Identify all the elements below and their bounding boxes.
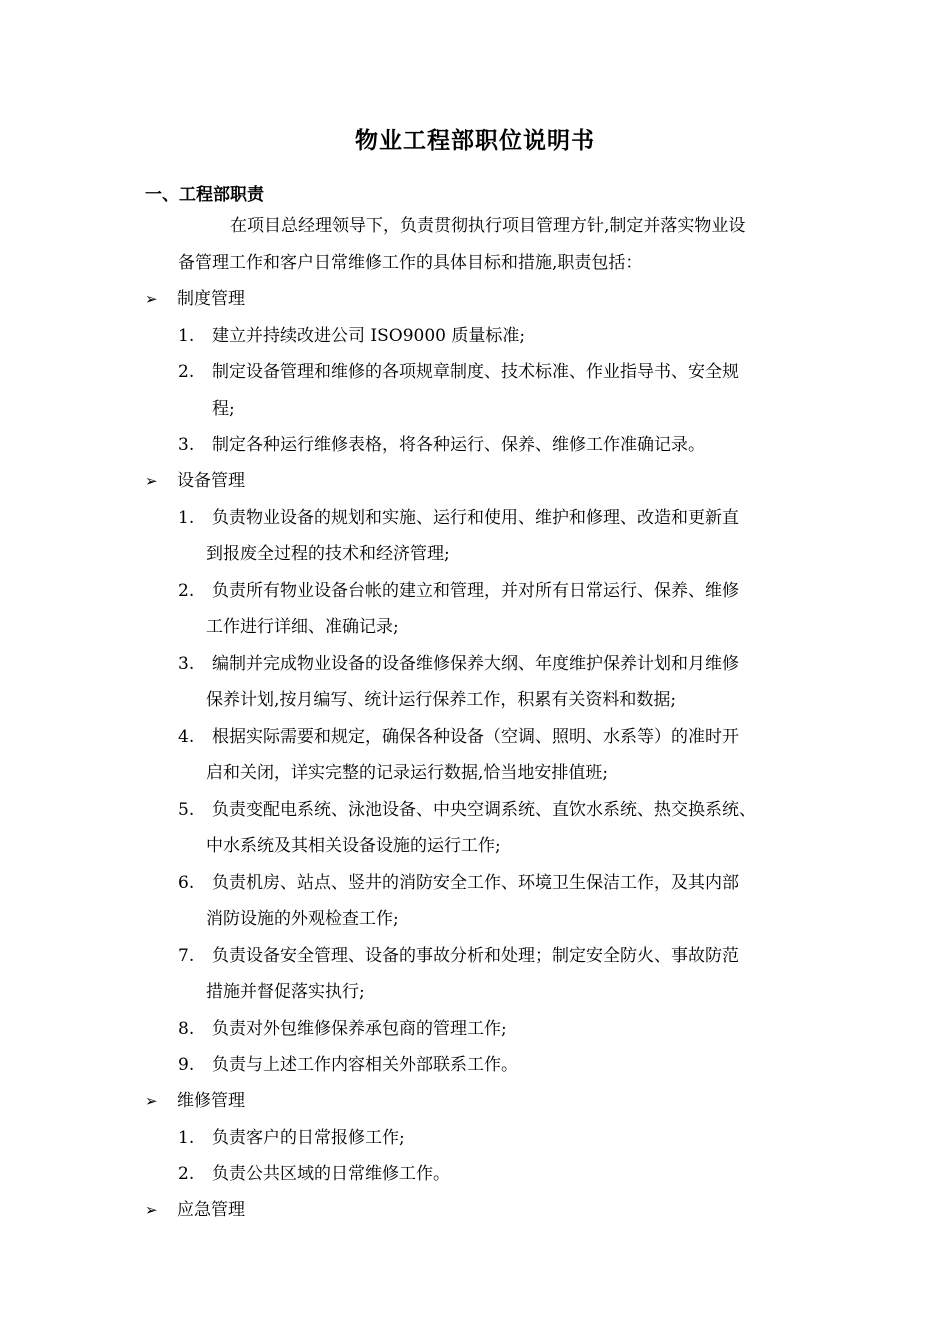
item-text: 根据实际需要和规定，确保各种设备（空调、照明、水系等）的准时开 — [212, 727, 739, 747]
item-text-continued: 程; — [212, 399, 235, 419]
item-number: 2. — [178, 362, 195, 382]
arrow-bullet-icon: ➢ — [145, 472, 158, 490]
item-number: 7. — [178, 946, 195, 966]
bullet-label: 设备管理 — [177, 471, 245, 491]
intro-line-2: 备管理工作和客户日常维修工作的具体目标和措施,职责包括： — [178, 253, 643, 273]
item-text: 负责与上述工作内容相关外部联系工作。 — [212, 1055, 518, 1075]
arrow-bullet-icon: ➢ — [145, 1201, 158, 1219]
item-number: 6. — [178, 873, 195, 893]
item-text: 制定各种运行维修表格，将各种运行、保养、维修工作准确记录。 — [212, 435, 705, 455]
arrow-bullet-icon: ➢ — [145, 290, 158, 308]
arrow-bullet-icon: ➢ — [145, 1092, 158, 1110]
item-number: 1. — [178, 508, 195, 528]
item-text: 负责对外包维修保养承包商的管理工作; — [212, 1019, 507, 1039]
list-item — [178, 800, 756, 820]
item-text-continued: 中水系统及其相关设备设施的运行工作; — [206, 836, 501, 856]
section-heading: 一、工程部职责 — [145, 185, 264, 205]
item-text: 负责机房、站点、竖井的消防安全工作、环境卫生保洁工作，及其内部 — [212, 873, 739, 893]
item-text: 负责公共区域的日常维修工作。 — [212, 1164, 450, 1184]
list-item — [178, 362, 739, 382]
item-number: 1. — [178, 1128, 195, 1148]
list-item — [178, 435, 705, 455]
bullet-yingji-guanli — [145, 1200, 245, 1220]
item-text: 负责客户的日常报修工作; — [212, 1128, 405, 1148]
list-item — [178, 581, 739, 601]
bullet-shebei-guanli — [145, 471, 245, 491]
list-item — [178, 727, 739, 747]
list-item — [178, 326, 525, 346]
item-number: 5. — [178, 800, 195, 820]
item-text-continued: 工作进行详细、准确记录; — [206, 617, 399, 637]
item-text: 建立并持续改进公司 ISO9000 质量标准; — [212, 326, 526, 346]
list-item — [178, 508, 739, 528]
bullet-weixiu-guanli — [145, 1091, 245, 1111]
item-number: 4. — [178, 727, 195, 747]
item-number: 1. — [178, 326, 195, 346]
item-number: 3. — [178, 654, 195, 674]
list-item — [178, 1055, 518, 1075]
item-number: 2. — [178, 581, 195, 601]
list-item — [178, 946, 739, 966]
list-item — [178, 1164, 450, 1184]
intro-line-1: 在项目总经理领导下，负责贯彻执行项目管理方针,制定并落实物业设 — [230, 216, 746, 236]
item-text: 负责变配电系统、泳池设备、中央空调系统、直饮水系统、热交换系统、 — [212, 800, 756, 820]
item-text: 制定设备管理和维修的各项规章制度、技术标准、作业指导书、安全规 — [212, 362, 739, 382]
bullet-label: 维修管理 — [177, 1091, 245, 1111]
list-item — [178, 1128, 405, 1148]
item-number: 9. — [178, 1055, 195, 1075]
item-text-continued: 消防设施的外观检查工作; — [206, 909, 399, 929]
list-item — [178, 1019, 507, 1039]
bullet-label: 应急管理 — [177, 1200, 245, 1220]
document-title: 物业工程部职位说明书 — [355, 128, 595, 154]
item-text: 负责物业设备的规划和实施、运行和使用、维护和修理、改造和更新直 — [212, 508, 739, 528]
bullet-label: 制度管理 — [177, 289, 245, 309]
list-item — [178, 873, 739, 893]
item-text: 编制并完成物业设备的设备维修保养大纲、年度维护保养计划和月维修 — [212, 654, 739, 674]
item-text: 负责所有物业设备台帐的建立和管理，并对所有日常运行、保养、维修 — [212, 581, 739, 601]
bullet-zhidu-guanli — [145, 289, 245, 309]
item-number: 3. — [178, 435, 195, 455]
item-number: 8. — [178, 1019, 195, 1039]
item-text: 负责设备安全管理、设备的事故分析和处理；制定安全防火、事故防范 — [212, 946, 739, 966]
item-text-continued: 保养计划,按月编写、统计运行保养工作，积累有关资料和数据; — [206, 690, 677, 710]
item-text-continued: 启和关闭，详实完整的记录运行数据,恰当地安排值班; — [206, 763, 609, 783]
item-text-continued: 到报废全过程的技术和经济管理; — [206, 544, 450, 564]
item-text-continued: 措施并督促落实执行; — [206, 982, 365, 1002]
list-item — [178, 654, 739, 674]
item-number: 2. — [178, 1164, 195, 1184]
